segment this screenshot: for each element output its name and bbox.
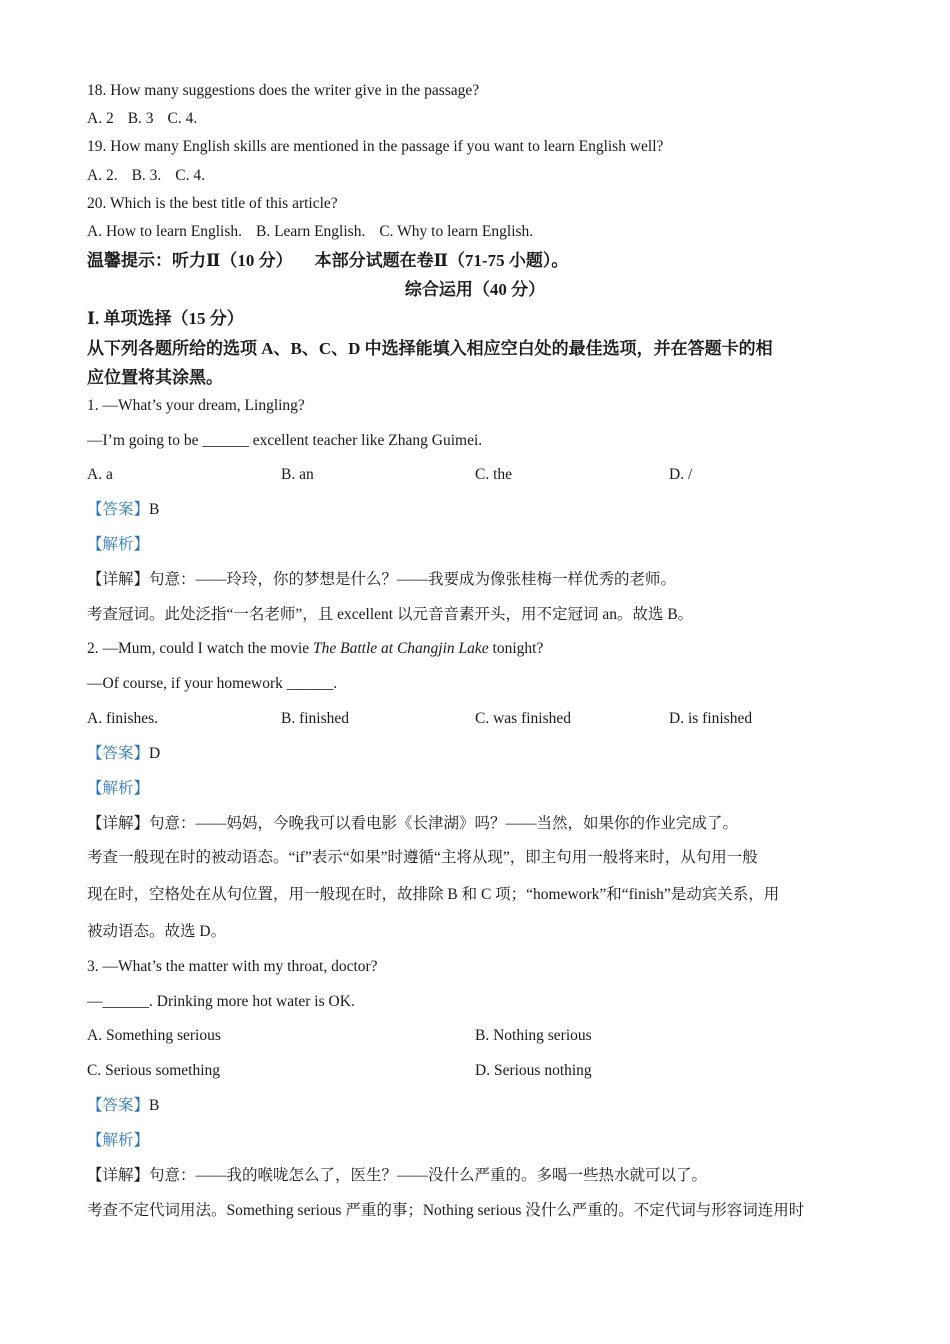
instruction-line-1: 从下列各题所给的选项 A、B、C、D 中选择能填入相应空白处的最佳选项，并在答题卡的相 xyxy=(87,339,773,358)
detail-text: 句意：——我的喉咙怎么了，医生？——没什么严重的。多喝一些热水就可以了。 xyxy=(149,1167,708,1184)
detail-tag: 【详解】 xyxy=(87,1167,150,1184)
q2-answer xyxy=(87,744,160,764)
q1-option-b: B. an xyxy=(281,466,314,483)
question-18-text: 18. How many suggestions does the writer give in the passage? xyxy=(87,82,480,99)
q2-option-d: D. is finished xyxy=(669,710,753,727)
movie-title: The Battle at Changjin Lake xyxy=(313,640,489,657)
q2-detail xyxy=(87,814,738,834)
q3-detail xyxy=(87,1166,707,1186)
option-c: C. Why to learn English. xyxy=(379,223,534,240)
tip-part-b: 本部分试题在卷Ⅱ（71-75 小题）。 xyxy=(314,251,569,270)
detail-tag: 【详解】 xyxy=(87,815,150,832)
question-18-options xyxy=(87,109,197,129)
q2-explanation-2: 现在时，空格处在从句位置，用一般现在时，故排除 B 和 C 项；“homework”和“finish”是动宾关系，用 xyxy=(87,886,780,903)
q3-option-d: D. Serious nothing xyxy=(475,1062,592,1079)
tip-part-a: 温馨提示：听力Ⅱ（10 分） xyxy=(87,251,293,270)
option-b: B. 3. xyxy=(131,167,162,184)
instruction-line-2: 应位置将其涂黑。 xyxy=(87,368,223,387)
q2-option-a: A. finishes. xyxy=(87,710,159,727)
q1-line-1: 1. —What’s your dream, Lingling? xyxy=(87,397,305,414)
q1-option-d: D. / xyxy=(669,466,693,483)
q2-explanation-1: 考查一般现在时的被动语态。“if”表示“如果”时遵循“主将从现”，即主句用一般将来时，从句用一般 xyxy=(87,849,758,866)
question-20-options xyxy=(87,222,533,242)
q3-option-b: B. Nothing serious xyxy=(475,1027,592,1044)
q1-explanation: 考查冠词。此处泛指“一名老师”，且 excellent 以元音音素开头，用不定冠词 an。故选 B。 xyxy=(87,606,694,623)
answer-value: D xyxy=(149,745,161,762)
answer-value: B xyxy=(149,501,160,518)
q3-explanation: 考查不定代词用法。Something serious 严重的事；Nothing serious 没什么严重的。不定代词与形容词连用时 xyxy=(87,1202,805,1219)
q1-answer xyxy=(87,500,159,520)
question-19-options xyxy=(87,166,205,186)
listening-tip xyxy=(87,251,568,271)
q3-option-a: A. Something serious xyxy=(87,1027,221,1044)
q3-analysis-tag: 【解析】 xyxy=(87,1132,150,1149)
q3-line-1: 3. —What’s the matter with my throat, doctor? xyxy=(87,958,378,975)
q1-option-a: A. a xyxy=(87,466,113,483)
detail-text: 句意：——妈妈，今晚我可以看电影《长津湖》吗？——当然，如果你的作业完成了。 xyxy=(149,815,739,832)
q3-option-c: C. Serious something xyxy=(87,1062,221,1079)
q2-option-c: C. was finished xyxy=(475,710,572,727)
q2-line-1 xyxy=(87,639,543,659)
option-b: B. Learn English. xyxy=(255,223,366,240)
section-title: 综合运用（40 分） xyxy=(404,280,546,299)
q3-line-2: —______. Drinking more hot water is OK. xyxy=(87,993,355,1010)
option-a: A. 2 xyxy=(87,110,114,127)
answer-tag: 【答案】 xyxy=(87,1097,150,1114)
option-c: C. 4. xyxy=(175,167,206,184)
q2-option-b: B. finished xyxy=(281,710,350,727)
q2-explanation-3: 被动语态。故选 D。 xyxy=(87,923,227,940)
answer-tag: 【答案】 xyxy=(87,501,150,518)
q2-line-1-post: tonight? xyxy=(488,640,544,657)
q1-detail xyxy=(87,570,676,590)
q2-analysis-tag: 【解析】 xyxy=(87,780,150,797)
answer-tag: 【答案】 xyxy=(87,745,150,762)
question-20-text: 20. Which is the best title of this article? xyxy=(87,195,338,212)
q1-line-2: —I’m going to be ______ excellent teacher like Zhang Guimei. xyxy=(87,432,483,449)
answer-value: B xyxy=(149,1097,160,1114)
q1-option-c: C. the xyxy=(475,466,513,483)
detail-tag: 【详解】 xyxy=(87,571,150,588)
q1-analysis-tag: 【解析】 xyxy=(87,536,150,553)
part-heading: Ⅰ. 单项选择（15 分） xyxy=(87,309,244,328)
detail-text: 句意：——玲玲，你的梦想是什么？——我要成为像张桂梅一样优秀的老师。 xyxy=(149,571,677,588)
q2-line-2: —Of course, if your homework ______. xyxy=(87,675,338,692)
q2-line-1-pre: 2. —Mum, could I watch the movie xyxy=(87,640,313,657)
question-19-text: 19. How many English skills are mentioned in the passage if you want to learn English well? xyxy=(87,138,664,155)
option-c: C. 4. xyxy=(167,110,198,127)
option-a: A. 2. xyxy=(87,167,118,184)
q3-answer xyxy=(87,1096,159,1116)
option-a: A. How to learn English. xyxy=(87,223,242,240)
option-b: B. 3 xyxy=(127,110,154,127)
